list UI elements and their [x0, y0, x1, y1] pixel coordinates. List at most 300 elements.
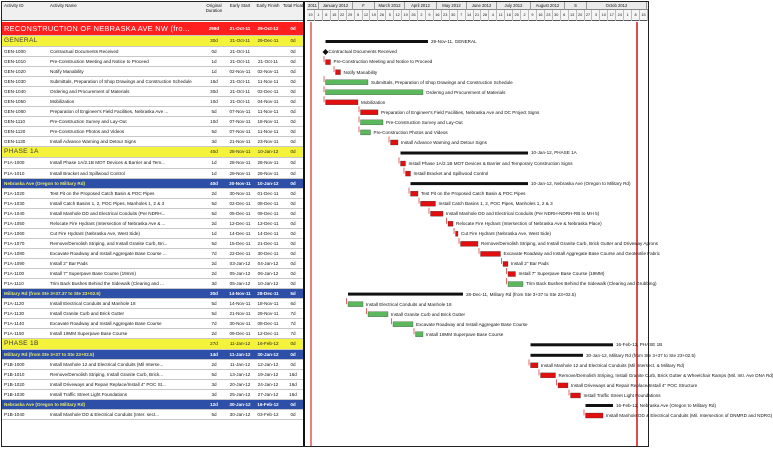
- cell-id: GEN-1040: [4, 89, 26, 95]
- bar-label: Pre-Construction Survey and Lay-Out: [386, 119, 463, 125]
- noncritical-activity-bar[interactable]: [348, 302, 363, 307]
- activity-table: [2, 2, 305, 446]
- bar-label: 10-Jan-12, PHASE 1A: [531, 150, 577, 156]
- cell-finish: 06-Jan-12: [257, 270, 279, 276]
- cell-id: GENERAL: [4, 37, 38, 44]
- cell-finish: 21-Oct-11: [257, 59, 279, 65]
- cell-float: 0d: [290, 59, 296, 65]
- cell-float: 0d: [290, 180, 296, 186]
- cell-id: P1A-1040: [4, 210, 25, 216]
- critical-activity-bar[interactable]: [571, 393, 581, 398]
- cell-finish: 24-Jan-12: [257, 382, 279, 388]
- cell-float: 0d: [290, 38, 296, 43]
- cell-name: Remove/Demolish Striping, Install Granite Curb, Brick...: [50, 372, 164, 378]
- cell-float: 0d: [290, 149, 296, 155]
- cell-dur: 3d: [211, 382, 217, 388]
- timeline-day: 19: [402, 10, 410, 21]
- timeline-day: 6: [561, 10, 569, 21]
- cell-id: GEN-1030: [4, 79, 26, 85]
- cell-start: 07-Nov-11: [229, 109, 251, 115]
- cell-name: Install Manhole DD & Electrical Conduits (Inter. sect...: [50, 412, 160, 418]
- cell-float: 0d: [290, 402, 296, 408]
- bar-label: Notify Manability: [343, 69, 378, 75]
- cell-float: 0d: [290, 26, 296, 31]
- timeline-day: 7: [458, 10, 466, 21]
- cell-start: 30-Jan-12: [229, 412, 251, 418]
- noncritical-activity-bar[interactable]: [508, 282, 523, 287]
- timeline-day: 26: [410, 10, 418, 21]
- col-header-early-finish[interactable]: Early Finish: [256, 3, 280, 8]
- timeline-month: June 2012: [467, 2, 497, 10]
- cell-float: 0d: [290, 352, 296, 358]
- timeline-day: 5: [386, 10, 394, 21]
- cell-start: 09-Dec-11: [229, 331, 251, 337]
- cell-name: Install Phase 1A/2.1B MOT Devices & Barrier and Tem...: [50, 160, 165, 166]
- cell-id: P1A-1010: [4, 170, 25, 176]
- critical-activity-bar[interactable]: [586, 413, 604, 418]
- cell-id: P1A-1000: [4, 160, 25, 166]
- cell-float: 0d: [290, 160, 296, 166]
- cell-id: P1A-1100: [4, 270, 25, 276]
- activity-row[interactable]: [2, 279, 303, 289]
- cell-name: Install Advance Warning and Detour Signs: [50, 139, 136, 145]
- noncritical-activity-bar[interactable]: [326, 80, 369, 85]
- cell-name: Install 19MM Superpave Base Course: [50, 331, 128, 337]
- activity-row[interactable]: [2, 360, 303, 370]
- activity-row[interactable]: [2, 319, 303, 329]
- summary-bar[interactable]: [348, 293, 463, 296]
- cell-dur: 1d: [211, 170, 217, 176]
- cell-finish: 10-Jan-12: [257, 149, 279, 155]
- cell-float: 0d: [290, 170, 296, 176]
- cell-name: Test Pit on the Proposed Catch Basin & POC Pipes: [50, 190, 155, 196]
- cell-name: Mobilization: [50, 99, 75, 105]
- cell-float: 0d: [290, 79, 296, 85]
- noncritical-activity-bar[interactable]: [416, 332, 424, 337]
- cell-id: RECONSTRUCTION OF NEBRASKA AVE NW (fro...: [4, 24, 190, 33]
- cell-id: P1A-1070: [4, 240, 25, 246]
- timeline-month: April 2012: [405, 2, 437, 10]
- timeline-day: 17: [608, 10, 616, 21]
- cell-name: Install Driveways and Repair Replace/Install 4" POC St...: [50, 382, 166, 388]
- cell-finish: 08-Dec-11: [257, 200, 279, 206]
- cell-finish: 12-Jan-12: [257, 362, 279, 368]
- activity-row[interactable]: [2, 67, 303, 77]
- cell-name: Install Manhole 12 and Electrical Conduits (Mil Interse...: [50, 362, 164, 368]
- activity-row[interactable]: [2, 329, 303, 339]
- activity-row[interactable]: [2, 370, 303, 380]
- summary-bar[interactable]: [401, 152, 529, 155]
- activity-row[interactable]: [2, 117, 303, 127]
- cell-dur: 2d: [211, 331, 217, 337]
- timeline-day: 19: [370, 10, 378, 21]
- cell-start: 05-Jan-12: [229, 270, 251, 276]
- cell-name: Install Granite Curb and Brick Gutter: [50, 311, 125, 317]
- bar-label: 16-Feb-12, Nebraska Ave (Oregon to Military Rd): [616, 402, 716, 408]
- noncritical-activity-bar[interactable]: [368, 312, 388, 317]
- critical-activity-bar[interactable]: [326, 60, 331, 65]
- col-header-total-float[interactable]: Total Float: [282, 3, 304, 8]
- activity-row[interactable]: [2, 158, 303, 168]
- cell-dur: 3d: [211, 392, 217, 398]
- critical-activity-bar[interactable]: [411, 191, 419, 196]
- cell-start: 21-Oct-11: [229, 59, 251, 65]
- critical-activity-bar[interactable]: [326, 100, 359, 105]
- cell-start: 03-Jan-12: [229, 260, 251, 266]
- cell-float: 0d: [290, 49, 296, 54]
- col-header-original-duration[interactable]: Original Duration: [205, 3, 223, 13]
- cell-float: 0d: [290, 210, 296, 216]
- wbs-summary-row[interactable]: [2, 179, 303, 189]
- activity-row[interactable]: [2, 87, 303, 97]
- cell-name: Install 2" Bar Pads: [50, 260, 88, 266]
- cell-dur: 10d: [210, 99, 218, 105]
- bar-label: Install Bracket and Spillwood Control: [413, 170, 489, 176]
- bar-label: 10-Jan-12, Nebraska Ave (Oregon to Military Rd): [531, 181, 631, 186]
- cell-float: 16d: [289, 372, 297, 378]
- cell-id: P1A-1020: [4, 190, 25, 196]
- cell-dur: 27d: [210, 341, 218, 347]
- critical-activity-bar[interactable]: [508, 272, 516, 277]
- summary-bar[interactable]: [586, 404, 614, 407]
- cell-finish: 02-Dec-11: [257, 89, 279, 95]
- activity-row[interactable]: [2, 107, 303, 117]
- cell-finish: 11-Nov-11: [257, 129, 279, 135]
- bar-label: Install 19MM Superpave Base Course: [426, 331, 504, 337]
- bar-label: 16-Feb-12, PHASE 1B: [616, 342, 663, 348]
- cell-float: 0d: [290, 190, 296, 196]
- cell-float: 0d: [290, 270, 296, 276]
- activity-row[interactable]: [2, 137, 303, 147]
- cell-start: 13-Jan-12: [229, 372, 251, 378]
- cell-dur: 0d: [211, 49, 217, 54]
- timeline-day: 8: [323, 10, 331, 21]
- critical-activity-bar[interactable]: [406, 171, 411, 176]
- timeline-day: 9: [529, 10, 537, 21]
- bar-label: Remove/Demolish Striping, and Install Granite Curb, Brick Gutter and Driveway Aprons: [481, 241, 658, 247]
- cell-id: P1A-1050: [4, 220, 25, 226]
- cell-id: GEN-1050: [4, 99, 26, 105]
- critical-activity-bar[interactable]: [456, 231, 459, 236]
- noncritical-activity-bar[interactable]: [361, 130, 371, 135]
- cell-id: GEN-1060: [4, 109, 26, 115]
- bar-label: 28-Dec-11, Military Rd (from Ste 3+37 to Ste 23+02.5): [466, 291, 576, 297]
- cell-name: Install Manhole DD and Electrical Conduits (Per NDRH...: [50, 210, 166, 216]
- cell-id: P1A-1130: [4, 311, 25, 317]
- timeline-day: 16: [434, 10, 442, 21]
- bar-label: Install Catch Basins 1, 2, POC Pipes, Manholes 1, 2 & 3: [438, 201, 553, 207]
- wbs-summary-row[interactable]: [2, 289, 303, 299]
- timeline-day: 15: [331, 10, 339, 21]
- cell-dur: 30d: [210, 38, 218, 43]
- timeline-day: 1: [624, 10, 632, 21]
- cell-start: 07-Nov-11: [229, 119, 251, 125]
- cell-finish: 04-Nov-11: [257, 99, 279, 105]
- wbs-summary-row[interactable]: [2, 22, 303, 36]
- critical-activity-bar[interactable]: [391, 140, 399, 145]
- cell-float: 0d: [290, 220, 296, 226]
- activity-row[interactable]: [2, 380, 303, 390]
- activity-row[interactable]: [2, 249, 303, 259]
- wbs-summary-row[interactable]: [2, 339, 303, 350]
- timeline-day: 19: [307, 10, 315, 21]
- cell-finish: 19-Jan-12: [257, 372, 279, 378]
- cell-float: 0d: [290, 250, 296, 256]
- summary-bar[interactable]: [531, 354, 584, 357]
- cell-dur: 2d: [211, 220, 217, 226]
- bar-label: Install Driveways and Repair Replace/Install 4" POC Structure: [571, 382, 698, 388]
- bar-label: Relocate Fire Hydrant (Intersection of Nebraska Ave & Nebraska Place): [456, 221, 602, 227]
- activity-row[interactable]: [2, 299, 303, 309]
- critical-activity-bar[interactable]: [531, 363, 539, 368]
- cell-start: 05-Jan-12: [229, 280, 251, 286]
- cell-finish: 18-Nov-11: [257, 119, 279, 125]
- cell-name: Remove/Demolish Striping, and Install Granite Curb, Bri...: [50, 240, 168, 246]
- cell-finish: 16-Feb-12: [257, 341, 279, 347]
- timeline-day: 26: [378, 10, 386, 21]
- bar-label: Install Granite Curb and Brick Gutter: [391, 311, 466, 317]
- cell-id: P1A-1060: [4, 230, 25, 236]
- cell-finish: 12-Dec-11: [257, 331, 279, 337]
- cell-float: 5d: [290, 291, 296, 297]
- activity-row[interactable]: [2, 189, 303, 199]
- cell-float: 0d: [290, 341, 296, 347]
- summary-bar[interactable]: [411, 182, 529, 185]
- cell-id: P1B-1020: [4, 382, 25, 388]
- cell-float: 6d: [290, 301, 296, 307]
- activity-row[interactable]: [2, 47, 303, 57]
- cell-id: Military Rd (from Ste 3+37.37 to Ste 23+02.6): [4, 291, 101, 297]
- activity-row[interactable]: [2, 239, 303, 249]
- timeline-day: 14: [466, 10, 474, 21]
- timeline-day: 2: [418, 10, 426, 21]
- wbs-summary-row[interactable]: [2, 350, 303, 360]
- bar-label: Install Phase 1A/2.1B MOT Devices & Barrier and Temporary Construction Signs: [408, 160, 573, 166]
- cell-id: GEN-1020: [4, 69, 26, 75]
- cell-finish: 21-Dec-11: [257, 240, 279, 246]
- cell-id: P1B-1010: [4, 372, 25, 378]
- activity-row[interactable]: [2, 169, 303, 179]
- cell-start: 22-Dec-11: [229, 250, 251, 256]
- cell-dur: 40d: [210, 149, 218, 155]
- critical-activity-bar[interactable]: [336, 70, 341, 75]
- cell-id: GEN-1110: [4, 119, 26, 125]
- activity-row[interactable]: [2, 199, 303, 209]
- col-header-activity-name[interactable]: Activity Name: [50, 3, 77, 8]
- cell-name: Install Traffic Street Light Foundations: [50, 392, 128, 398]
- activity-row[interactable]: [2, 410, 303, 420]
- cell-name: Install Bracket and Spillwood Control: [50, 170, 125, 176]
- cell-name: Pre-Construction Photos and Videos: [50, 129, 125, 135]
- bar-label: Install Manhole DD and Electrical Conduits (Per NDRH-NDRH-RB to MH 5): [446, 211, 600, 217]
- cell-name: Pre-Construction Survey and Lay-Out: [50, 119, 127, 125]
- gantt-schedule-window: [1, 1, 773, 447]
- timeline-day: 15: [640, 10, 648, 21]
- timeline-day: 5: [355, 10, 363, 21]
- cell-id: P1A-1080: [4, 250, 25, 256]
- cell-id: GEN-1120: [4, 129, 26, 135]
- activity-row[interactable]: [2, 259, 303, 269]
- cell-id: P1B-1030: [4, 392, 25, 398]
- col-header-activity-id[interactable]: Activity ID: [4, 3, 24, 8]
- cell-id: PHASE 1A: [4, 148, 39, 156]
- critical-activity-bar[interactable]: [558, 383, 568, 388]
- critical-activity-bar[interactable]: [448, 221, 453, 226]
- cell-finish: 18-Nov-11: [257, 301, 279, 307]
- cell-name: Submittals, Preparation of Shop Drawings and Construction Schedule: [50, 79, 192, 85]
- cell-dur: 5d: [211, 210, 217, 216]
- cell-start: 28-Nov-11: [229, 160, 251, 166]
- bar-label: Cut Fire Hydrant (Nebraska Ave, West Side): [461, 231, 551, 237]
- timeline-day: 13: [569, 10, 577, 21]
- timeline-month: S: [565, 2, 587, 10]
- critical-activity-bar[interactable]: [431, 211, 444, 216]
- activity-row[interactable]: [2, 77, 303, 87]
- noncritical-activity-bar[interactable]: [361, 120, 384, 125]
- cell-finish: 30-Dec-11: [257, 250, 279, 256]
- critical-activity-bar[interactable]: [401, 161, 406, 166]
- wbs-summary-row[interactable]: [2, 147, 303, 158]
- noncritical-activity-bar[interactable]: [393, 322, 413, 327]
- cell-name: Cut Fire Hydrant (Nebraska Ave, West Side): [50, 230, 140, 236]
- timeline-day: 12: [363, 10, 371, 21]
- cell-float: 7d: [290, 321, 296, 327]
- cell-dur: 12d: [210, 402, 218, 408]
- timeline-day: 10: [600, 10, 608, 21]
- timeline-month: January 2012: [319, 2, 353, 10]
- cell-dur: 40d: [210, 180, 218, 186]
- cell-start: 15-Dec-11: [229, 240, 251, 246]
- activity-row[interactable]: [2, 229, 303, 239]
- critical-activity-bar[interactable]: [481, 251, 501, 256]
- bar-label: Excavate Roadway and Install Aggregate Base Course: [416, 321, 528, 327]
- cell-finish: 29-Dec-11: [257, 38, 279, 43]
- cell-name: Notify Manability: [50, 69, 84, 75]
- summary-bar[interactable]: [326, 40, 429, 43]
- activity-row[interactable]: [2, 269, 303, 279]
- timeline-day: 21: [474, 10, 482, 21]
- cell-finish: 28-Dec-11: [257, 291, 279, 297]
- cell-dur: 2d: [211, 270, 217, 276]
- activity-row[interactable]: [2, 127, 303, 137]
- bar-label: Install Electrical Conduits and Manhole 18: [366, 301, 452, 307]
- cell-dur: 5d: [211, 372, 217, 378]
- wbs-summary-row[interactable]: [2, 400, 303, 410]
- cell-id: P1B-1040: [4, 412, 25, 418]
- cell-start: 21-Nov-11: [229, 311, 251, 317]
- col-header-early-start[interactable]: Early Start: [229, 3, 251, 8]
- timeline-month: Octob 2012: [587, 2, 647, 10]
- cell-id: P1A-1140: [4, 321, 25, 327]
- cell-start: 21-Oct-11: [229, 99, 251, 105]
- cell-float: 0d: [290, 139, 296, 145]
- critical-activity-bar[interactable]: [541, 373, 556, 378]
- cell-float: 0d: [290, 362, 296, 368]
- bar-label: Submittals, Preparation of Shop Drawings and Construction Schedule: [371, 79, 513, 85]
- cell-id: P1A-1110: [4, 280, 24, 286]
- timeline-day: 23: [442, 10, 450, 21]
- cell-id: GEN-1000: [4, 49, 26, 54]
- cell-float: 0d: [290, 69, 296, 75]
- timeline-day: 4: [489, 10, 497, 21]
- cell-float: 0d: [290, 99, 296, 105]
- critical-activity-bar[interactable]: [421, 201, 436, 206]
- activity-row[interactable]: [2, 57, 303, 67]
- cell-finish: 11-Nov-11: [257, 79, 279, 85]
- gantt-bars-area: [307, 22, 773, 446]
- bar-label: Test Pit on the Proposed Catch Basin & POC Pipes: [421, 191, 526, 197]
- activity-row[interactable]: [2, 97, 303, 107]
- timeline-day: 28: [481, 10, 489, 21]
- cell-id: PHASE 1B: [4, 340, 39, 348]
- noncritical-activity-bar[interactable]: [326, 90, 424, 95]
- timeline-day: 8: [632, 10, 640, 21]
- cell-dur: 2d: [211, 362, 217, 368]
- cell-finish: 01-Dec-11: [257, 190, 279, 196]
- activity-row[interactable]: [2, 309, 303, 319]
- table-header: [2, 2, 303, 21]
- cell-id: P1A-1030: [4, 200, 25, 206]
- cell-start: 30-Nov-11: [229, 180, 251, 186]
- cell-start: 21-Oct-11: [229, 38, 251, 43]
- timeline-day: 29: [347, 10, 355, 21]
- cell-start: 21-Oct-11: [229, 89, 251, 95]
- cell-dur: 5d: [211, 240, 217, 246]
- timeline-day: 22: [339, 10, 347, 21]
- cell-dur: 5d: [211, 129, 217, 135]
- activity-row[interactable]: [2, 209, 303, 219]
- timeline-month: F: [353, 2, 375, 10]
- critical-activity-bar[interactable]: [503, 261, 508, 266]
- critical-activity-bar[interactable]: [461, 241, 479, 246]
- activity-row[interactable]: [2, 219, 303, 229]
- cell-float: 0d: [290, 230, 296, 236]
- bar-label: Install Manhole 12 and Electrical Conduits (Mil Intersect. & Military Rd): [541, 362, 685, 368]
- wbs-summary-row[interactable]: [2, 36, 303, 47]
- critical-activity-bar[interactable]: [361, 110, 379, 115]
- cell-float: 0d: [290, 129, 296, 135]
- timeline-day: 30: [553, 10, 561, 21]
- timeline-days: [307, 10, 648, 21]
- cell-start: 21-Nov-11: [229, 139, 251, 145]
- timeline-day: 1: [315, 10, 323, 21]
- timeline-day: 11: [497, 10, 505, 21]
- cell-start: 30-Jan-12: [229, 402, 251, 408]
- activity-rows: [2, 22, 303, 420]
- bar-label: Install 2" Bar Pads: [511, 261, 549, 267]
- cell-dur: 30d: [210, 291, 218, 297]
- cell-dur: 10d: [210, 119, 218, 125]
- cell-finish: 28-Nov-11: [257, 160, 279, 166]
- activity-row[interactable]: [2, 390, 303, 400]
- cell-id: P1A-1150: [4, 331, 25, 337]
- timeline-day: 23: [545, 10, 553, 21]
- cell-dur: 5d: [211, 301, 217, 307]
- cell-finish: 11-Nov-11: [257, 109, 279, 115]
- cell-name: Ordering and Procurement of Materials: [50, 89, 130, 95]
- cell-name: Preparation of Engineer's Field Facilities, Nebraska Ave ...: [50, 109, 169, 115]
- timeline-day: 9: [426, 10, 434, 21]
- cell-dur: 7d: [211, 321, 217, 327]
- cell-dur: 14d: [210, 352, 218, 358]
- timeline-month: March 2012: [375, 2, 405, 10]
- cell-float: 16d: [289, 392, 297, 398]
- summary-bar[interactable]: [531, 343, 614, 346]
- cell-start: 11-Jan-12: [229, 362, 251, 368]
- cell-name: Install Electrical Conduits and Manhole 18: [50, 301, 136, 307]
- cell-finish: 30-Jan-12: [257, 352, 279, 358]
- cell-finish: 16-Feb-12: [257, 402, 279, 408]
